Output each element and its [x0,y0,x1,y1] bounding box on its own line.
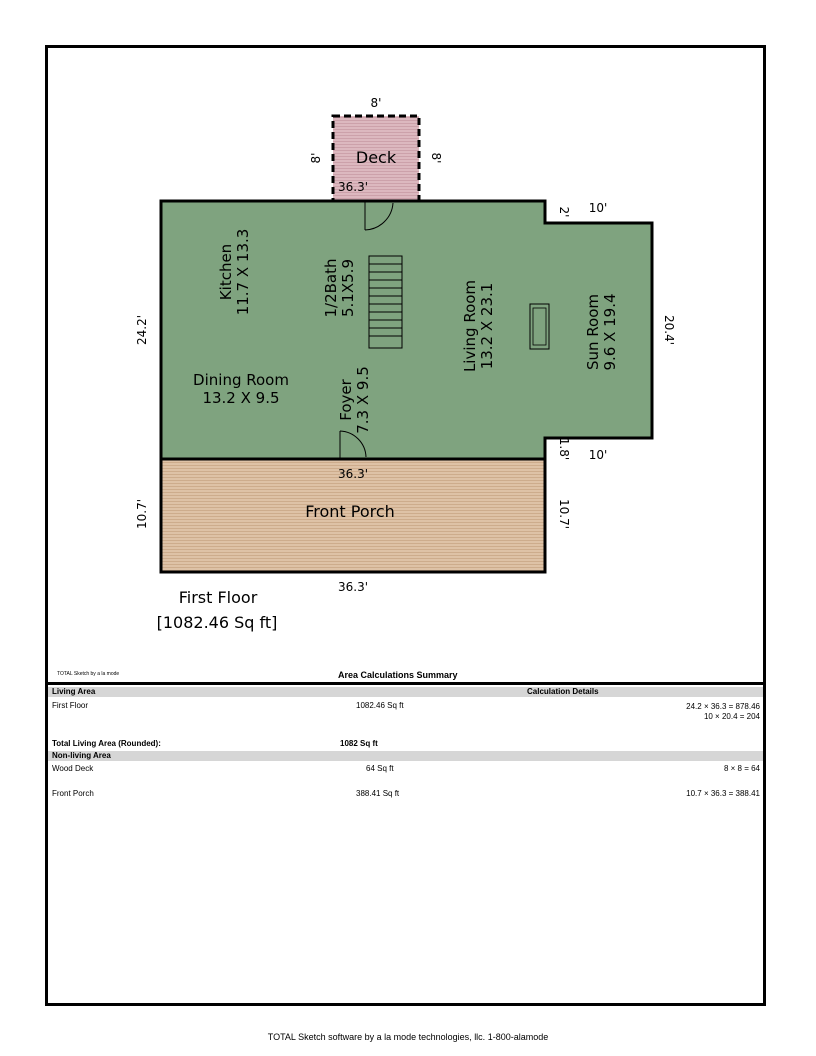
front-porch-area: 388.41 Sq ft [356,789,400,798]
living-area-heading: Living Area [52,687,96,696]
summary-title: Area Calculations Summary [338,670,458,680]
living-room-name: Living Room [461,279,479,373]
deck-top-dim: 8' [370,96,382,110]
total-living-value: 1082 Sq ft [340,739,378,748]
porch-label: Front Porch [305,502,395,521]
kitchen-size: 11.7 X 13.3 [234,228,252,316]
house-bottom-right-dim: 10' [588,448,608,462]
living-area-band [48,687,763,697]
deck-right-dim: 8' [429,152,443,164]
front-porch-calc: 10.7 × 36.3 = 388.41 [686,789,760,798]
footer-credit: TOTAL Sketch software by a la mode technologies, llc. 1-800-alamode [267,1032,549,1042]
first-floor-label: First Floor [52,701,88,710]
sketch-credit: TOTAL Sketch by a la mode [57,671,120,677]
porch-bottom-dim: 36.3' [337,580,369,594]
wood-deck-calc: 8 × 8 = 64 [723,764,760,773]
sun-room-size: 9.6 X 19.4 [601,293,619,371]
kitchen-name: Kitchen [217,243,235,301]
non-living-band [48,751,763,761]
house-right-dim: 20.4' [662,314,676,346]
half-bath-size: 5.1X5.9 [339,259,357,317]
deck-left-dim: 8' [309,152,323,164]
floor-area: [1082.46 Sq ft] [156,613,278,632]
deck-bottom-dim: 36.3' [337,180,369,194]
calc-details-heading: Calculation Details [527,687,599,696]
first-floor-calc-1: 24.2 × 36.3 = 878.46 [686,702,760,711]
first-floor-area: 1082.46 Sq ft [356,701,404,710]
non-living-heading: Non-living Area [52,751,111,760]
first-floor-calc-2: 10 × 20.4 = 204 [703,712,760,721]
house-step-bottom-dim: 1.8' [557,437,571,461]
deck-label: Deck [355,148,397,167]
sun-room-name: Sun Room [584,293,602,371]
foyer-size: 7.3 X 9.5 [354,366,372,434]
house-bottom-dim: 36.3' [337,467,369,481]
total-living-label: Total Living Area (Rounded): [52,739,161,748]
wood-deck-label: Wood Deck [52,764,94,773]
floor-title: First Floor [178,588,258,607]
living-room-size: 13.2 X 23.1 [478,282,496,370]
house-top-right-dim: 10' [588,201,608,215]
front-porch-label: Front Porch [52,789,94,798]
half-bath-name: 1/2Bath [322,258,340,318]
house-left-dim: 24.2' [135,314,149,346]
dining-room-name: Dining Room [193,371,289,389]
foyer-name: Foyer [337,379,355,421]
porch-left-dim: 10.7' [135,498,149,530]
half-bath-label-group [322,258,357,317]
porch-right-dim: 10.7' [557,498,571,530]
summary-divider [45,682,766,685]
dining-room-size: 13.2 X 9.5 [202,389,280,407]
sun-room-label-group [584,293,619,370]
living-room-label-group [461,280,496,372]
house-step-top-dim: 2' [557,206,571,218]
wood-deck-area: 64 Sq ft [366,764,394,773]
